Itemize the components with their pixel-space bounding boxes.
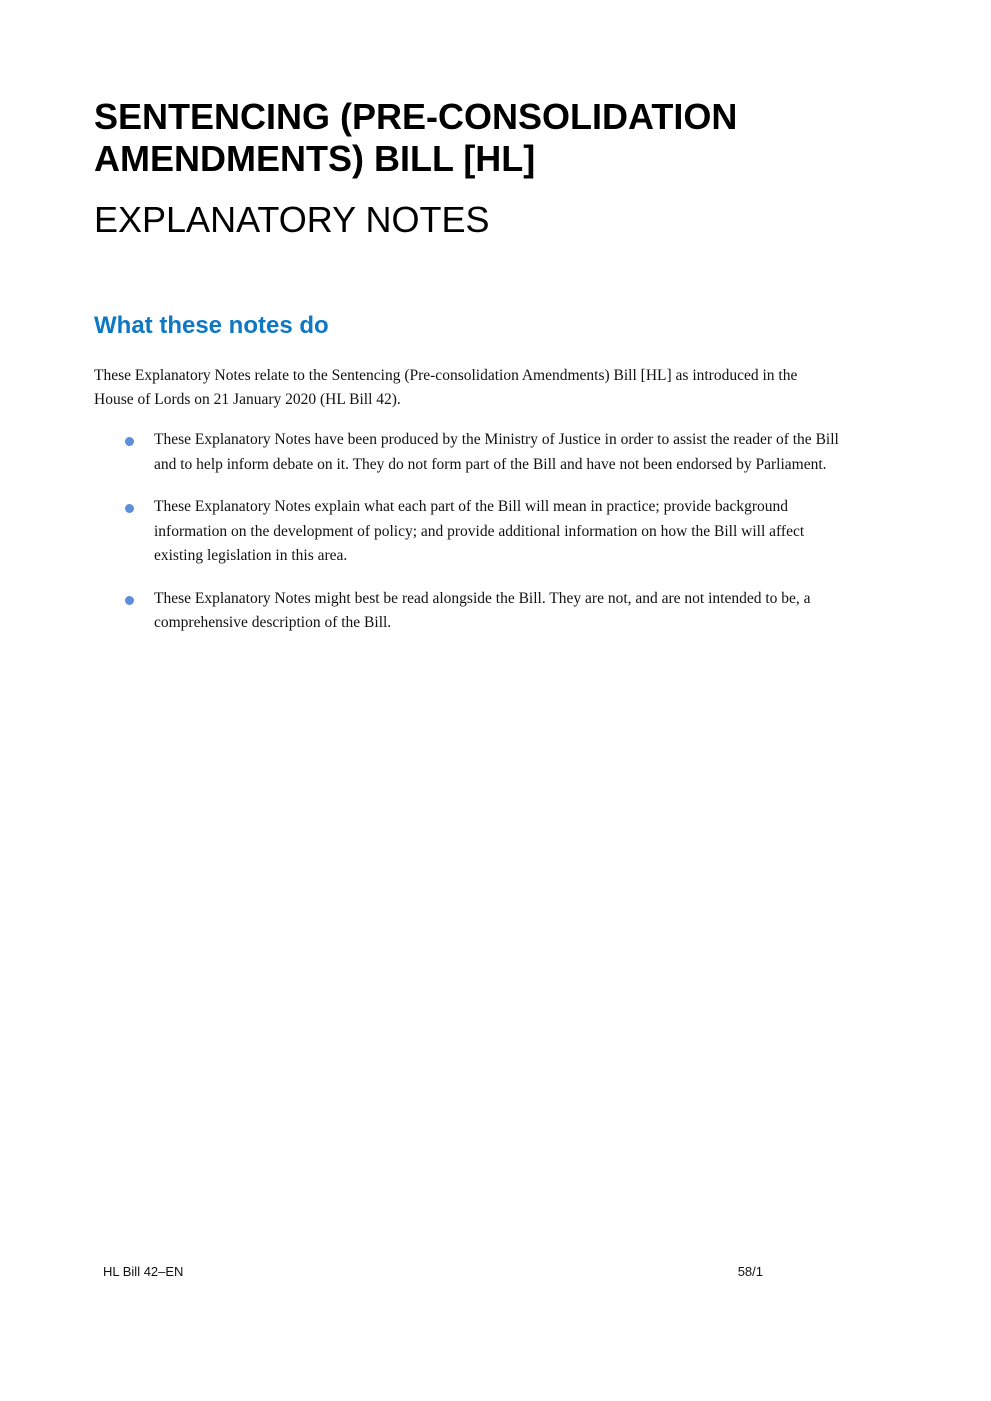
list-item (94, 495, 854, 569)
document-subtitle: EXPLANATORY NOTES (94, 199, 490, 240)
section-heading: What these notes do (94, 312, 329, 339)
page-number: 58/1 (737, 1264, 763, 1279)
intro-paragraph: These Explanatory Notes relate to the Sentencing (Pre-consolidation Amendments) Bill [HL] as introduced in the House of Lords on 21 January 2020 (HL Bill 42). (94, 367, 798, 408)
bullet-text: These Explanatory Notes might best be read alongside the Bill. They are not, and are not intended to be, a comprehensive description of the Bill. (154, 589, 811, 631)
bill-title: SENTENCING (PRE-CONSOLIDATION AMENDMENTS) BILL [HL] (94, 96, 738, 179)
list-item (94, 587, 854, 636)
bullet-icon (125, 596, 134, 605)
bullet-icon (125, 437, 134, 446)
bullet-text: These Explanatory Notes explain what each part of the Bill will mean in practice; provide background information on the development of policy; and provide additional information on how the Bill will affect existing legislation in this area. (154, 498, 805, 564)
notes-bullet-list (94, 428, 874, 654)
bill-reference: HL Bill 42–EN (103, 1264, 184, 1279)
bullet-text: These Explanatory Notes have been produced by the Ministry of Justice in order to assist the reader of the Bill and to help inform debate on it. They do not form part of the Bill and have not been endorsed by Parliament. (154, 431, 839, 473)
bullet-icon (125, 504, 134, 513)
list-item (94, 428, 854, 477)
